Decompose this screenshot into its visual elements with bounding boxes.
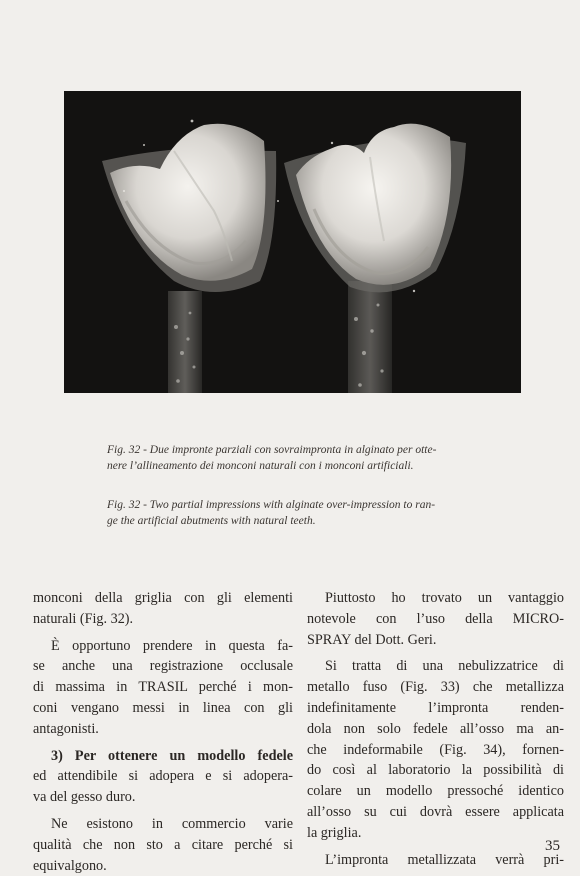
text-line: equivalgono. [33, 857, 107, 874]
page-number: 35 [545, 838, 560, 854]
text-line: va del gesso duro. [33, 789, 136, 806]
text-line: ed attendibile si adopera e si adopera- [33, 768, 293, 785]
text-line: metallo fuso (Fig. 33) che metallizza [307, 679, 564, 696]
figure-caption-italian [107, 442, 562, 474]
text-line: colare un modello pressoché identico [307, 783, 564, 800]
text-line: Ne esistono in commercio varie [51, 815, 293, 832]
text-line: all’osso su cui dovrà essere applicata [307, 803, 564, 820]
text-line: SPRAY del Dott. Geri. [307, 631, 437, 648]
text-line: Si tratta di una nebulizzatrice di [325, 658, 564, 675]
caption-line: Fig. 32 - Two partial impressions with alginate over-impression to ran- [107, 499, 436, 511]
text-line: antagonisti. [33, 720, 99, 737]
text-line: la griglia. [307, 824, 362, 841]
text-line: Piuttosto ho trovato un vantaggio [325, 590, 564, 606]
text-line: che indeformabile (Fig. 34), fornen- [307, 741, 564, 758]
figure-32-photo [64, 91, 521, 393]
text-line: dola non solo fedele all’osso ma an- [307, 720, 564, 737]
text-line: notevole con l’uso della MICRO- [307, 610, 564, 627]
text-line: È opportuno prendere in questa fa- [51, 637, 293, 654]
caption-line: Fig. 32 - Due impronte parziali con sovraimpronta in alginato per otte- [107, 444, 437, 456]
section-heading-3: 3) Per ottenere un modello fedele [51, 747, 293, 764]
dental-impressions-image [64, 91, 521, 393]
left-text-column [33, 588, 293, 876]
text-line: di massima in TRASIL perché i mon- [33, 679, 293, 696]
caption-line: nere l’allineamento dei monconi naturali con i monconi artificiali. [107, 460, 414, 472]
text-line: qualità che non sto a citare perché si [33, 836, 293, 853]
text-line: indefinitamente l’impronta renden- [307, 699, 564, 716]
text-line: monconi della griglia con gli elementi [33, 590, 293, 606]
text-line: naturali (Fig. 32). [33, 610, 134, 627]
text-line: se anche una registrazione occlusale [33, 658, 293, 675]
text-line: do così al laboratorio la possibilità di [307, 762, 564, 779]
text-line: coni vengano messi in linea con gli [33, 699, 293, 716]
caption-line: ge the artificial abutments with natural teeth. [107, 515, 316, 527]
right-text-column [307, 588, 564, 870]
text-line: L’impronta metallizzata verrà pri- [325, 851, 564, 868]
figure-caption-english [107, 497, 562, 529]
